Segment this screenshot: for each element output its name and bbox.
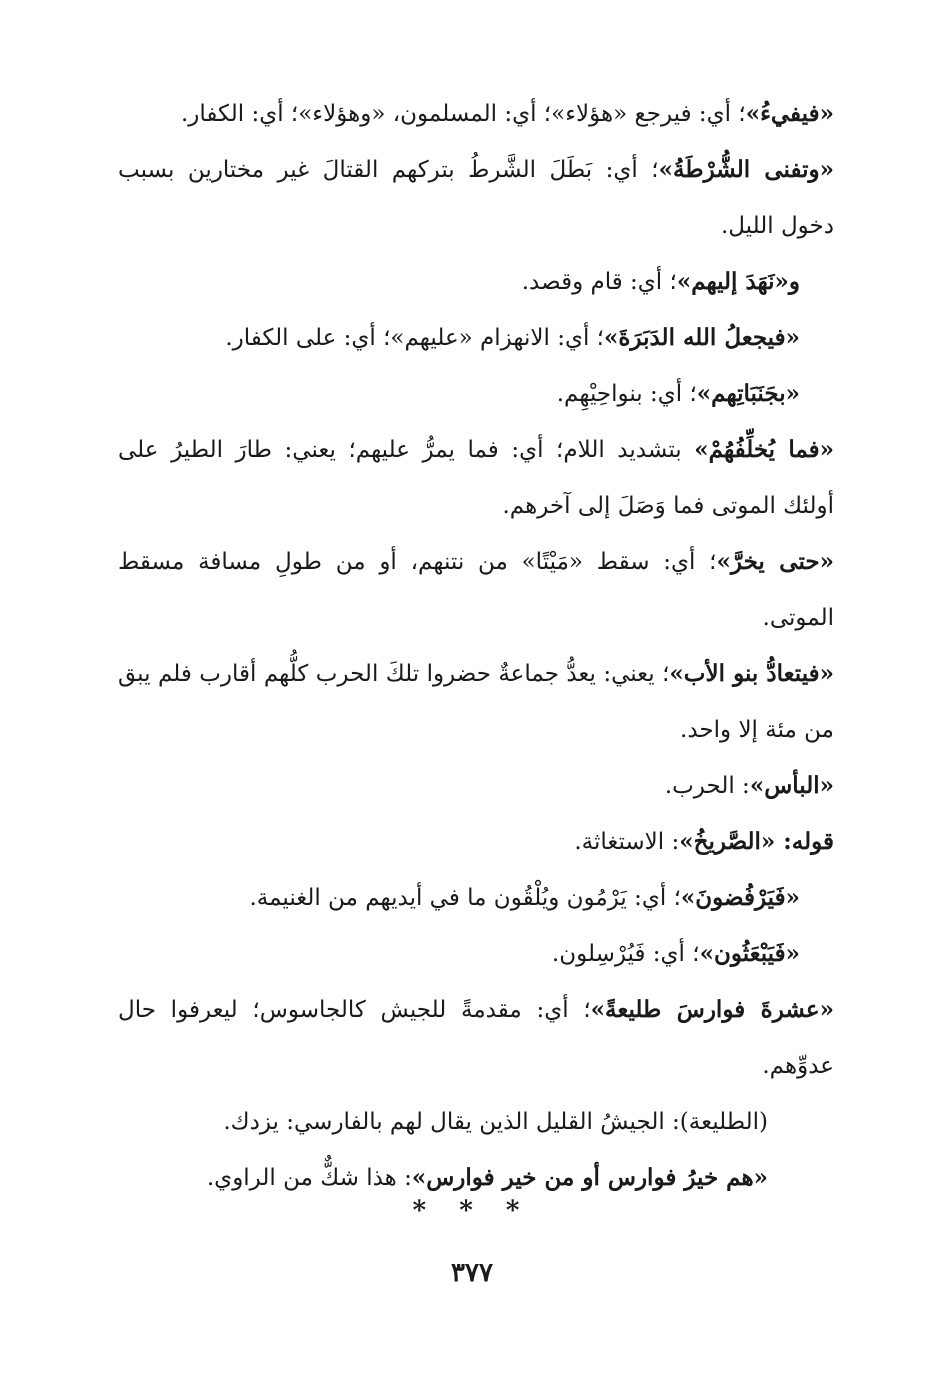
gloss: ؛ أي: بَطَلَ الشَّرطُ بتركهم القتالَ غير مختارين بسبب دخول الليل.	[118, 157, 834, 239]
gloss: ؛ أي: قام وقصد.	[521, 269, 677, 295]
gloss: ؛ يعني: يعدُّ جماعةٌ حضروا تلكَ الحرب كلُّهم أقارب فلم يبق من مئة إلا واحد.	[118, 661, 834, 743]
lemma: «فما يُخلِّفُهُمْ»	[694, 436, 835, 463]
paragraph-sarikh	[118, 814, 834, 870]
lemma: «فيفيءُ»	[745, 100, 834, 127]
lemma: «حتى يخرَّ»	[716, 548, 834, 575]
gloss: ؛ أي: الانهزام «عليهم»؛ أي: على الكفار.	[225, 325, 604, 351]
gloss: ؛ أي: يَرْمُون ويُلْقُون ما في أيديهم من الغنيمة.	[249, 885, 681, 911]
lemma: «وتفنى الشُّرْطَةُ»	[658, 156, 834, 183]
lemma: «بجَنَبَاتِهم»	[696, 380, 800, 407]
paragraph-bas	[118, 758, 834, 814]
gloss: (الطليعة): الجيشُ القليل الذين يقال لهم بالفارسي: يزدك.	[223, 1109, 768, 1135]
page-body	[118, 86, 834, 1206]
paragraph-yarfudun	[118, 870, 834, 926]
lemma: «عشرةَ فوارسَ طليعةً»	[590, 996, 834, 1023]
lemma: «فَيَبْعَثُون»	[699, 940, 800, 967]
paragraph-yukhallifuhum	[118, 422, 834, 534]
lemma: «هم خيرُ فوارس أو من خير فوارس»	[411, 1164, 768, 1191]
paragraph-yataaddu	[118, 646, 834, 758]
paragraph-yabathun	[118, 926, 834, 982]
gloss: ؛ أي: فَيُرْسِلون.	[551, 941, 700, 967]
gloss: ؛ أي: بنواحِيْهِم.	[556, 381, 697, 407]
lemma: و«نَهَدَ إليهم»	[676, 268, 800, 295]
gloss: : الاستغاثة.	[574, 829, 680, 855]
lemma: «البأس»	[749, 772, 834, 799]
gloss: : الحرب.	[664, 773, 750, 799]
gloss: : هذا شكٌّ من الراوي.	[206, 1165, 412, 1191]
paragraph-taliah-definition	[118, 1094, 834, 1150]
gloss: ؛ أي: سقط «مَيْتًا» من نتنهم، أو من طولِ مسافة مسقط الموتى.	[118, 549, 834, 631]
paragraph-taliah	[118, 982, 834, 1094]
page-number: ٣٧٧	[451, 1258, 493, 1288]
gloss: ؛ أي: فيرجع «هؤلاء»؛ أي: المسلمون، «وهؤلاء»؛ أي: الكفار.	[180, 101, 746, 127]
paragraph-fifi	[118, 86, 834, 142]
paragraph-janabat	[118, 366, 834, 422]
lemma: «فَيَرْفُضونَ»	[680, 884, 800, 911]
paragraph-yakhirra	[118, 534, 834, 646]
paragraph-nahada	[118, 254, 834, 310]
lemma: «فيجعلُ الله الدَبَرَةَ»	[603, 324, 800, 351]
paragraph-dabara	[118, 310, 834, 366]
lemma: «فيتعادُّ بنو الأب»	[669, 660, 835, 687]
paragraph-shurta	[118, 142, 834, 254]
section-separator: * * *	[412, 1196, 532, 1226]
gloss: ؛ أي: مقدمةً للجيش كالجاسوس؛ ليعرفوا حال عدوِّهم.	[118, 997, 834, 1079]
gloss: بتشديد اللام؛ أي: فما يمرُّ عليهم؛ يعني: طارَ الطيرُ على أولئك الموتى فما وَصَلَ إلى آخرهم.	[118, 437, 834, 519]
lemma: قوله: «الصَّريخُ»	[679, 828, 834, 855]
